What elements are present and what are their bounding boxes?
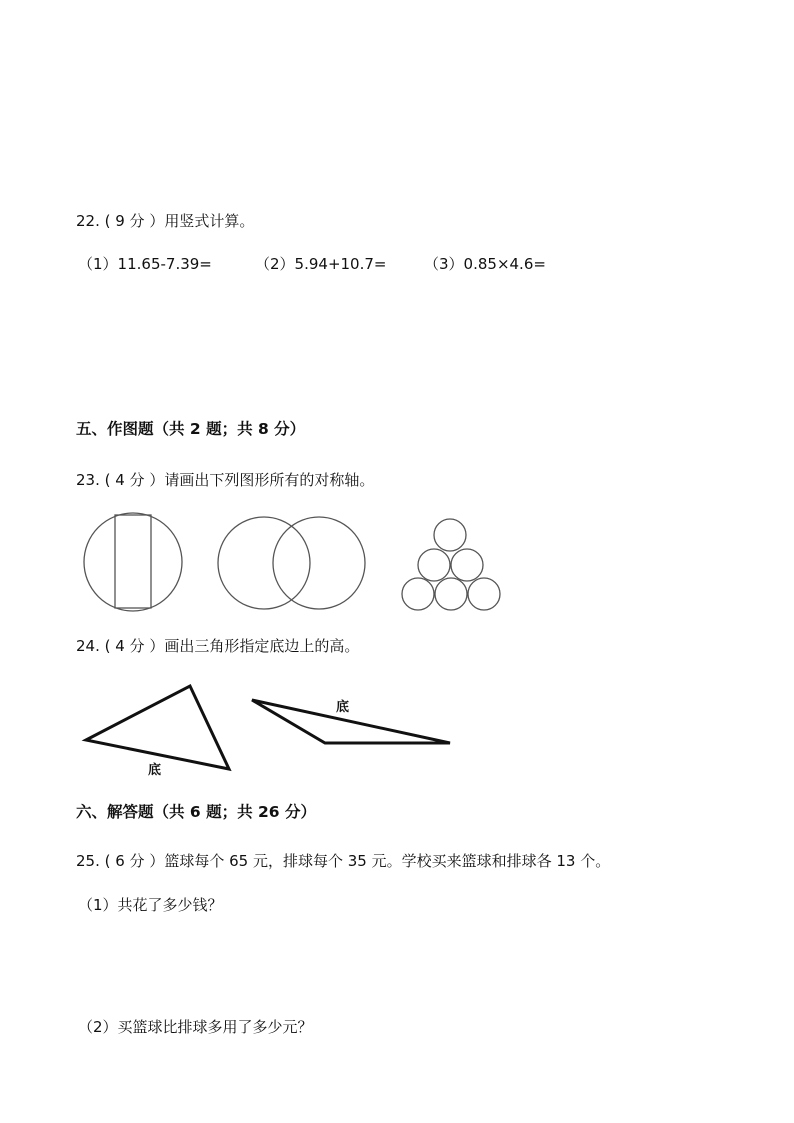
figure-circle-with-rectangle bbox=[78, 510, 188, 615]
question-25-part-2: （2）买篮球比排球多用了多少元？ bbox=[78, 1018, 313, 1036]
figure-triangle-2 bbox=[246, 690, 456, 752]
triangle-1-base-label: 底 bbox=[148, 763, 162, 778]
section-6-heading: 六、解答题（共 6 题；共 26 分） bbox=[76, 803, 316, 821]
triangle-1-outline bbox=[86, 686, 229, 769]
pyramid-circle bbox=[451, 549, 483, 581]
figure-triangle-1 bbox=[80, 680, 240, 780]
question-25-title: 25. ( 6 分 ）篮球每个 65 元，排球每个 35 元。学校买来篮球和排球各 13 个。 bbox=[76, 852, 611, 870]
question-22-part-3: （3）0.85×4.6= bbox=[424, 255, 546, 273]
pyramid-circle bbox=[435, 578, 467, 610]
triangle-2-base-label: 底 bbox=[336, 700, 350, 715]
question-22-part-2: （2）5.94+10.7= bbox=[255, 255, 387, 273]
left-circle bbox=[218, 517, 310, 609]
question-22-part-1: （1）11.65-7.39= bbox=[78, 255, 212, 273]
section-5-heading: 五、作图题（共 2 题；共 8 分） bbox=[76, 420, 306, 438]
pyramid-circle bbox=[418, 549, 450, 581]
inscribed-rectangle bbox=[115, 515, 151, 608]
figure-circle-pyramid bbox=[398, 518, 504, 613]
question-23-title: 23. ( 4 分 ）请画出下列图形所有的对称轴。 bbox=[76, 471, 375, 489]
figure-two-overlapping-circles bbox=[212, 515, 372, 615]
question-25-part-1: （1）共花了多少钱？ bbox=[78, 896, 223, 914]
question-24-title: 24. ( 4 分 ）画出三角形指定底边上的高。 bbox=[76, 637, 360, 655]
pyramid-circle bbox=[468, 578, 500, 610]
question-22-title: 22. ( 9 分 ）用竖式计算。 bbox=[76, 212, 255, 230]
pyramid-circle bbox=[402, 578, 434, 610]
outer-circle bbox=[84, 513, 182, 611]
triangle-2-outline bbox=[252, 700, 450, 743]
pyramid-circle bbox=[434, 519, 466, 551]
right-circle bbox=[273, 517, 365, 609]
